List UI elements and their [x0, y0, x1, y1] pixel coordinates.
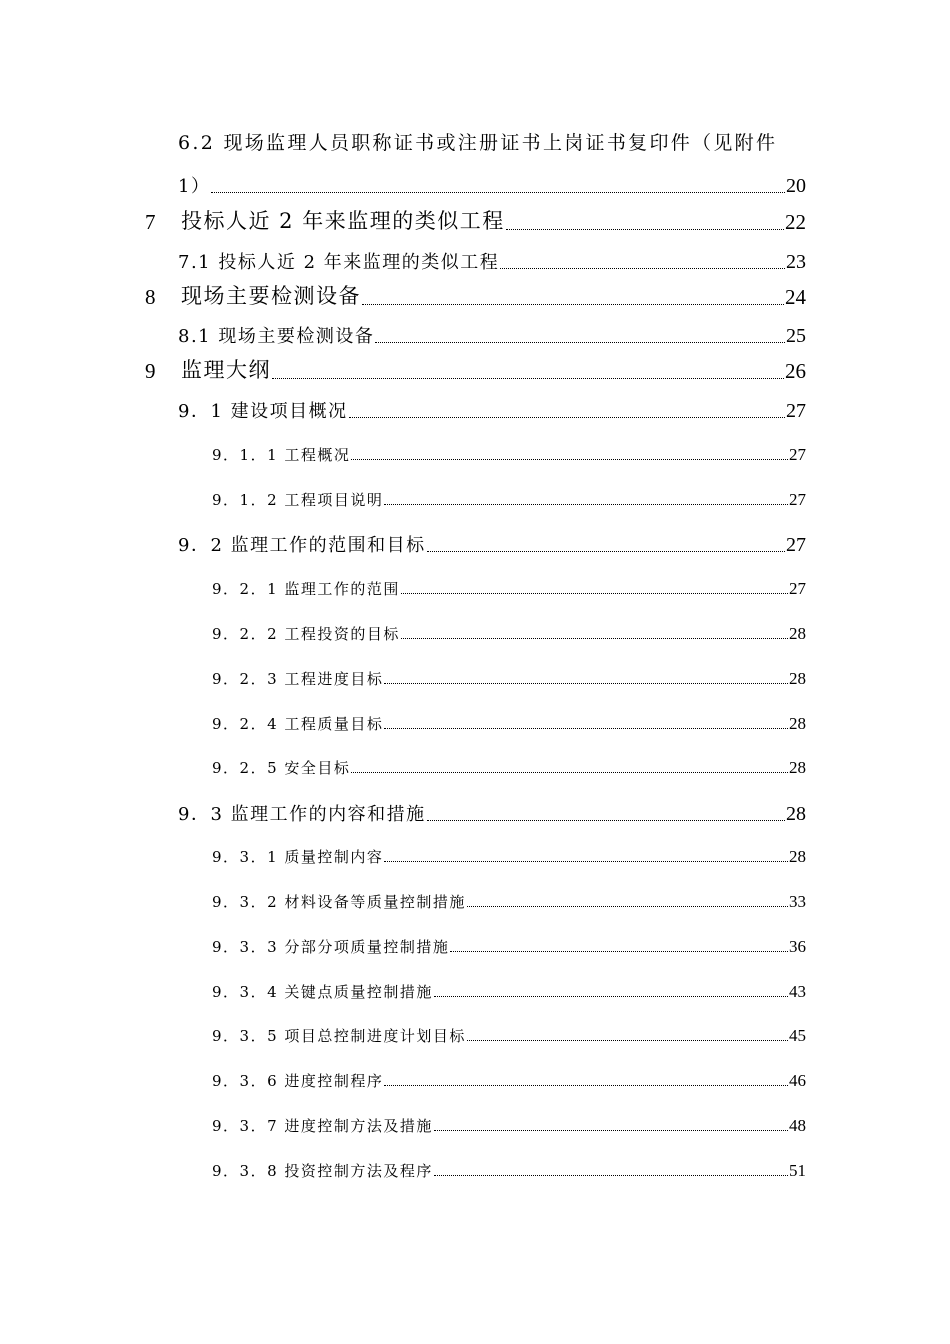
dot-leader [434, 1175, 788, 1176]
toc-entry-9-3-3[interactable] [212, 936, 806, 957]
toc-page-number: 27 [786, 534, 806, 556]
dot-leader [434, 1130, 788, 1131]
dot-leader [427, 820, 785, 821]
toc-page-number: 27 [789, 445, 806, 464]
toc-entry-9[interactable] [145, 354, 806, 384]
toc-entry-9-3-7[interactable] [212, 1115, 806, 1136]
toc-page-number: 24 [785, 285, 806, 309]
toc-entry-9-2[interactable] [178, 531, 806, 557]
toc-page-number: 27 [789, 490, 806, 509]
dot-leader [351, 772, 788, 773]
toc-entry-6-2-line1 [178, 128, 806, 155]
toc-page-number: 45 [789, 1026, 806, 1045]
toc-entry-title: 6.2 现场监理人员职称证书或注册证书上岗证书复印件（见附件 [178, 132, 778, 154]
toc-page-number: 28 [786, 803, 806, 825]
toc-page-number: 51 [789, 1161, 806, 1180]
toc-entry-title: 9．1．2 工程项目说明 [212, 491, 384, 509]
toc-entry-title: 监理大纲 [181, 358, 271, 382]
dot-leader [506, 229, 784, 230]
toc-entry-9-1-2[interactable] [212, 489, 806, 510]
toc-section-number: 9 [145, 359, 156, 383]
toc-entry-9-3-5[interactable] [212, 1025, 806, 1046]
toc-entry-title: 9．2．3 工程进度目标 [212, 670, 384, 688]
toc-entry-9-2-1[interactable] [212, 578, 806, 599]
dot-leader [349, 417, 785, 418]
toc-entry-title: 7.1 投标人近 2 年来监理的类似工程 [178, 252, 500, 273]
toc-entry-9-3-6[interactable] [212, 1070, 806, 1091]
dot-leader [467, 906, 788, 907]
toc-entry-9-2-2[interactable] [212, 623, 806, 644]
toc-page-number: 28 [789, 669, 806, 688]
dot-leader [434, 996, 788, 997]
toc-entry-title: 9．3．1 质量控制内容 [212, 848, 384, 866]
toc-entry-8[interactable] [145, 280, 806, 310]
dot-leader [401, 593, 788, 594]
toc-entry-9-3-2[interactable] [212, 891, 806, 912]
toc-entry-title: 投标人近 2 年来监理的类似工程 [181, 209, 505, 233]
toc-entry-title: 9．3．5 项目总控制进度计划目标 [212, 1027, 466, 1045]
dot-leader [351, 459, 788, 460]
dot-leader [467, 1040, 788, 1041]
toc-entry-title: 9．2．4 工程质量目标 [212, 715, 384, 733]
toc-entry-title: 9．2．5 安全目标 [212, 759, 351, 777]
toc-entry-7-1[interactable] [178, 248, 806, 274]
toc-entry-title: 8.1 现场主要检测设备 [178, 326, 375, 347]
toc-section-number: 8 [145, 285, 156, 309]
toc-page-number: 28 [789, 758, 806, 777]
toc-page-number: 22 [785, 210, 806, 234]
toc-page-number: 46 [789, 1071, 806, 1090]
toc-entry-title: 9．2．2 工程投资的目标 [212, 625, 400, 643]
toc-page-number: 48 [789, 1116, 806, 1135]
toc-page-number: 27 [789, 579, 806, 598]
toc-entry-title: 9．3．7 进度控制方法及措施 [212, 1117, 433, 1135]
toc-page-number: 25 [786, 325, 806, 347]
dot-leader [427, 551, 785, 552]
dot-leader [384, 861, 788, 862]
toc-entry-9-2-5[interactable] [212, 757, 806, 778]
toc-entry-title: 9．3．8 投资控制方法及程序 [212, 1162, 433, 1180]
dot-leader [272, 378, 784, 379]
toc-entry-title: 9．3．6 进度控制程序 [212, 1072, 384, 1090]
toc-entry-8-1[interactable] [178, 322, 806, 348]
dot-leader [384, 728, 788, 729]
toc-page-number: 43 [789, 982, 806, 1001]
toc-page-number: 27 [786, 400, 806, 422]
toc-entry-title: 现场主要检测设备 [181, 284, 361, 308]
toc-entry-title: 9．2 监理工作的范围和目标 [178, 535, 426, 556]
toc-page-number: 28 [789, 847, 806, 866]
toc-entry-9-3-8[interactable] [212, 1160, 806, 1181]
toc-entry-9-3-4[interactable] [212, 981, 806, 1002]
toc-entry-6-2-line2[interactable] [178, 172, 806, 198]
toc-page-number: 23 [786, 251, 806, 273]
toc-entry-title: 9．1．1 工程概况 [212, 446, 351, 464]
toc-page-number: 36 [789, 937, 806, 956]
toc-entry-9-1[interactable] [178, 397, 806, 423]
dot-leader [375, 342, 785, 343]
toc-entry-9-3-1[interactable] [212, 846, 806, 867]
dot-leader [211, 192, 785, 193]
toc-entry-title: 9．3．4 关键点质量控制措施 [212, 983, 433, 1001]
toc-entry-9-2-4[interactable] [212, 713, 806, 734]
toc-entry-7[interactable] [145, 205, 806, 235]
toc-entry-title: 9．1 建设项目概况 [178, 401, 348, 422]
toc-entry-9-1-1[interactable] [212, 444, 806, 465]
toc-page-number: 33 [789, 892, 806, 911]
dot-leader [384, 683, 788, 684]
dot-leader [401, 638, 788, 639]
dot-leader [450, 951, 788, 952]
toc-section-number: 7 [145, 210, 156, 234]
dot-leader [500, 268, 785, 269]
dot-leader [384, 504, 788, 505]
dot-leader [384, 1085, 788, 1086]
toc-entry-title: 9．3 监理工作的内容和措施 [178, 804, 426, 825]
toc-entry-title: 9．2．1 监理工作的范围 [212, 580, 400, 598]
dot-leader [362, 304, 784, 305]
toc-entry-9-2-3[interactable] [212, 668, 806, 689]
toc-entry-title: 9．3．3 分部分项质量控制措施 [212, 938, 450, 956]
toc-entry-title: 1） [178, 176, 211, 197]
toc-entry-9-3[interactable] [178, 800, 806, 826]
toc-page-number: 20 [786, 175, 806, 197]
toc-page-number: 28 [789, 624, 806, 643]
toc-page-number: 26 [785, 359, 806, 383]
toc-entry-title: 9．3．2 材料设备等质量控制措施 [212, 893, 466, 911]
toc-page-number: 28 [789, 714, 806, 733]
